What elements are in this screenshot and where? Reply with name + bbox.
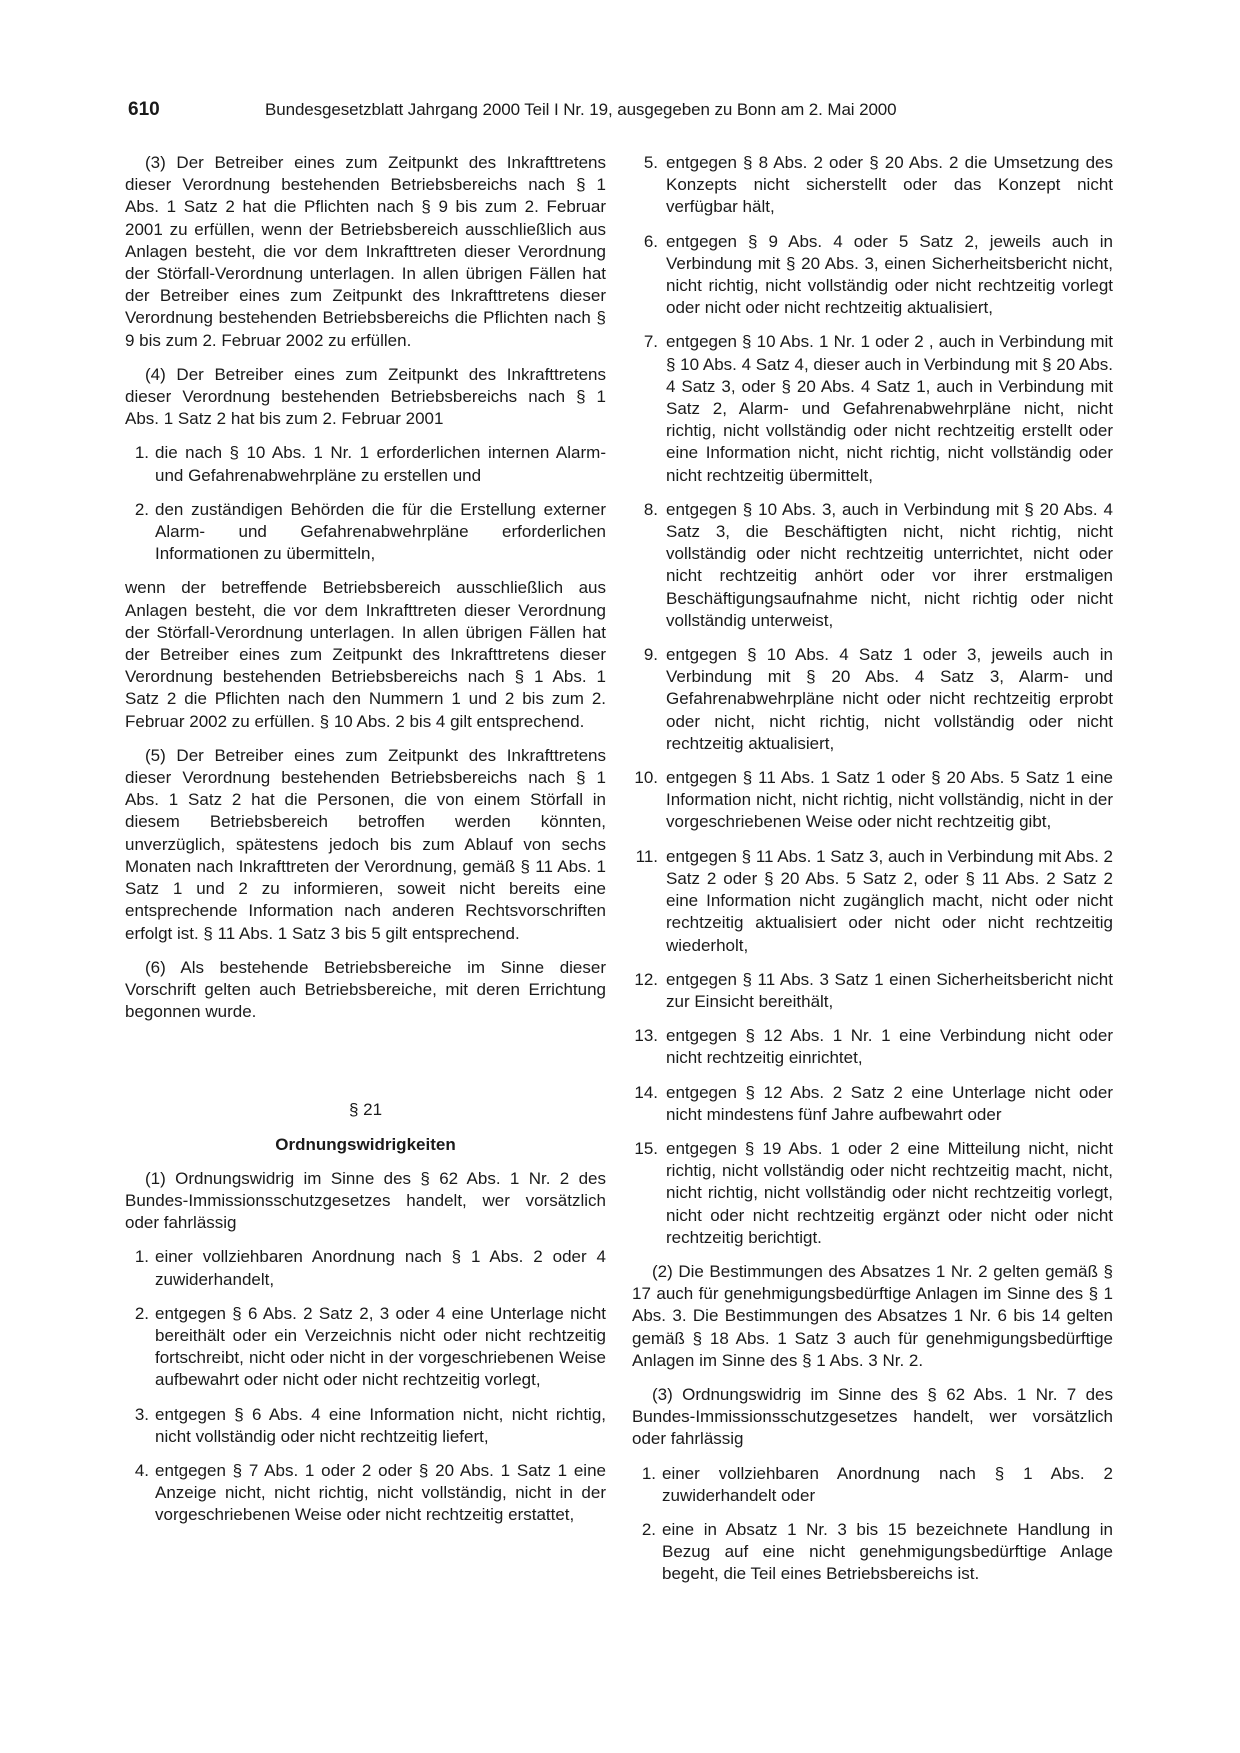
section-title: Ordnungswidrigkeiten [275,1134,456,1154]
list-item [632,969,1113,1013]
list-item-number: 14. [634,1082,658,1102]
list-item-text: entgegen § 10 Abs. 1 Nr. 1 oder 2 , auch in Verbindung mit § 10 Abs. 4 Satz 4, dieser auch in Verbindung mit § 20 Abs. 4 Satz 3, oder § 20 Abs. 4 Satz 1, auch in Verbindung mit Satz 2, Alarm- und Gefahrenabwehrpläne nicht, nicht richtig, nicht vollständig oder nicht rechtzeitig erstellt oder eine Information nicht, nicht richtig, nicht vollständig oder nicht rechtzeitig übermittelt, [666,332,1114,485]
list-item-number: 1. [134,443,149,463]
list-item-number: 10. [634,768,658,788]
list-item [632,331,1113,486]
list-item-number: 11. [635,846,658,866]
list-item-number: 9. [643,645,658,665]
list-item-text: einer vollziehbaren Anordnung nach § 1 Abs. 2 zuwiderhandelt oder [662,1463,1113,1505]
page-header [128,99,1112,125]
list-item-number: 15. [634,1138,658,1158]
list-item [632,231,1113,320]
section-21-paragraph-1: (1) Ordnungswidrig im Sinne des § 62 Abs. 1 Nr. 2 des Bundes-Immissionsschutzgesetzes handelt, wer vorsätzlich oder fahrlässig [125,1168,606,1233]
list-item-text: entgegen § 8 Abs. 2 oder § 20 Abs. 2 die Umsetzung des Konzepts nicht sicherstellt oder das Konzept nicht verfügbar hält, [666,153,1113,217]
list-item-text: entgegen § 12 Abs. 1 Nr. 1 eine Verbindung nicht oder nicht rechtzeitig einrichtet, [666,1026,1113,1068]
section-21-paragraph-3: (3) Ordnungswidrig im Sinne des § 62 Abs. 1 Nr. 7 des Bundes-Immissionsschutzgesetzes handelt, wer vorsätzlich oder fahrlässig [632,1384,1113,1449]
list-item-text: den zuständigen Behörden die für die Erstellung externer Alarm- und Gefahrenabwehrpläne erforderlichen Informationen zu übermitteln, [155,499,606,564]
list-item-text: entgegen § 10 Abs. 4 Satz 1 oder 3, jeweils auch in Verbindung mit § 20 Abs. 4 Satz 3, Alarm- und Gefahrenabwehrpläne nicht oder nicht rechtzeitig erprobt oder nicht, nicht richtig, nicht vollständig oder nicht rechtzeitig aktualisiert, [666,645,1113,753]
list-item [125,1303,606,1392]
list-item [632,1463,1113,1507]
list-item [632,1025,1113,1069]
list-item-text: entgegen § 12 Abs. 2 Satz 2 eine Unterlage nicht oder nicht mindestens fünf Jahre aufbewahrt oder [666,1082,1113,1124]
list-item [632,499,1113,632]
paragraph-4-list [125,442,606,565]
list-item [632,1082,1113,1126]
running-title: Bundesgesetzblatt Jahrgang 2000 Teil I Nr. 19, ausgegeben zu Bonn am 2. Mai 2000 [265,100,897,119]
list-item [632,1138,1113,1249]
list-item-number: 3. [134,1404,149,1424]
list-item-number: 12. [634,969,658,989]
list-item-text: entgegen § 9 Abs. 4 oder 5 Satz 2, jeweils auch in Verbindung mit § 20 Abs. 3, einen Sicherheitsbericht nicht, nicht richtig, nicht vollständig oder nicht rechtzeitig vorlegt oder nicht oder nicht rechtzeitig aktualisiert, [666,231,1113,318]
list-item-text: entgegen § 7 Abs. 1 oder 2 oder § 20 Abs. 1 Satz 1 eine Anzeige nicht, nicht richtig, nicht vollständig, nicht in der vorgeschriebenen Weise oder nicht rechtzeitig erstattet, [155,1460,606,1525]
list-item-number: 2. [134,1303,149,1323]
list-item-number: 13. [634,1026,658,1046]
list-item-text: entgegen § 11 Abs. 3 Satz 1 einen Sicherheitsbericht nicht zur Einsicht bereithält, [666,969,1113,1011]
list-item-number: 6. [643,231,658,251]
paragraph-4: (4) Der Betreiber eines zum Zeitpunkt des Inkrafttretens dieser Verordnung bestehenden Betriebsbereichs nach § 1 Abs. 1 Satz 2 hat bis zum 2. Februar 2001 [125,364,606,429]
list-item [125,499,606,566]
list-item-number: 1. [641,1463,656,1483]
page-number: 610 [128,99,160,120]
section-21-paragraph-2: (2) Die Bestimmungen des Absatzes 1 Nr. 2 gelten gemäß § 17 auch für genehmigungsbedürftige Anlagen im Sinne des § 1 Abs. 3. Die Bestimmungen des Absatzes 1 Nr. 6 bis 14 gelten gemäß § 18 Abs. 1 Satz 3 auch für genehmigungsbedürftige Anlagen im Sinne des § 1 Abs. 3 Nr. 2. [632,1261,1113,1370]
list-item-text: entgegen § 6 Abs. 4 eine Information nicht, nicht richtig, nicht vollständig oder nicht rechtzeitig liefert, [155,1404,606,1446]
list-item-text: entgegen § 10 Abs. 3, auch in Verbindung mit § 20 Abs. 4 Satz 3, die Beschäftigten nicht, nicht richtig, nicht vollständig oder nicht rechtzeitig unterrichtet, nicht oder nicht rechtzeitig anhört oder vor ihrer erstmaligen Beschäftigungsaufnahme nicht, nicht richtig oder nicht vollständig unterweist, [666,499,1113,630]
list-item-text: entgegen § 11 Abs. 1 Satz 1 oder § 20 Abs. 5 Satz 1 eine Information nicht, nicht richtig, nicht vollständig, nicht in der vorgeschriebenen Weise oder nicht rechtzeitig gibt, [666,768,1113,832]
list-item-text: entgegen § 19 Abs. 1 oder 2 eine Mitteilung nicht, nicht richtig, nicht vollständig oder nicht rechtzeitig macht, nicht, nicht richtig, nicht vollständig oder nicht rechtzeitig vorlegt, nicht oder nicht rechtzeitig ergänzt oder nicht oder nicht rechtzeitig berichtigt. [666,1138,1113,1247]
section-number: § 21 [348,1100,383,1120]
right-column [632,152,1113,1598]
section-21-list [125,1246,606,1526]
list-item [632,767,1113,834]
list-item-text: entgegen § 6 Abs. 2 Satz 2, 3 oder 4 eine Unterlage nicht bereithält oder ein Verzeichnis nicht oder nicht rechtzeitig fortschreibt, nicht oder nicht in der vorgeschriebenen Weise aufbewahrt oder nicht oder nicht rechtzeitig vorlegt, [155,1303,606,1390]
paragraph-4-tail: wenn der betreffende Betriebsbereich ausschließlich aus Anlagen besteht, die vor dem Inkrafttreten dieser Verordnung der Störfall-Verordnung unterlagen. In allen übrigen Fällen hat der Betreiber eines zum Zeitpunkt des Inkrafttretens dieser Verordnung bestehenden Betriebsbereichs nach § 1 Abs. 1 Satz 2 die Pflichten nach den Nummern 1 und 2 bis zum 2. Februar 2002 zu erfüllen. § 10 Abs. 2 bis 4 gilt entsprechend. [125,578,606,731]
list-item-number: 5. [643,153,658,172]
list-item [125,442,606,486]
list-item-text: einer vollziehbaren Anordnung nach § 1 Abs. 2 oder 4 zuwiderhandelt, [155,1247,606,1289]
paragraph-5: (5) Der Betreiber eines zum Zeitpunkt des Inkrafttretens dieser Verordnung bestehenden Betriebsbereichs nach § 1 Abs. 1 Satz 2 hat die Personen, die von einem Störfall in diesem Betriebsbereich betroffen werden könnten, unverzüglich, spätestens jedoch bis zum Ablauf von sechs Monaten nach Inkrafttreten der Verordnung, gemäß § 11 Abs. 1 Satz 1 und 2 zu informieren, soweit nicht bereits eine entsprechende Information nach anderen Rechtsvorschriften erfolgt ist. § 11 Abs. 1 Satz 3 bis 5 gilt entsprechend. [125,745,606,943]
list-item-number: 2. [134,499,149,519]
list-item-number: 1. [134,1247,149,1267]
list-item-text: die nach § 10 Abs. 1 Nr. 1 erforderlichen internen Alarm- und Gefahrenabwehrpläne zu erstellen und [155,443,606,485]
section-21-paragraph-3-list [632,1463,1113,1586]
list-item [632,152,1113,219]
list-item [125,1404,606,1448]
paragraph-6: (6) Als bestehende Betriebsbereiche im Sinne dieser Vorschrift gelten auch Betriebsbereiche, mit deren Errichtung begonnen wurde. [125,957,606,1022]
section-21-list-continued [632,152,1113,1249]
list-item-number: 2. [641,1519,656,1539]
list-item [632,644,1113,755]
list-item [632,846,1113,957]
list-item-number: 8. [643,499,658,519]
list-item-number: 4. [134,1460,149,1480]
list-item-number: 7. [643,332,658,352]
left-column [125,152,606,1539]
list-item-text: eine in Absatz 1 Nr. 3 bis 15 bezeichnete Handlung in Bezug auf eine nicht genehmigungsbedürftige Anlage begeht, die Teil eines Betriebsbereichs ist. [662,1519,1113,1584]
list-item-text: entgegen § 11 Abs. 1 Satz 3, auch in Verbindung mit Abs. 2 Satz 2 oder § 20 Abs. 5 Satz 2, oder § 11 Abs. 2 Satz 2 eine Information nicht zugänglich macht, nicht oder nicht rechtzeitig aktualisiert oder nicht oder nicht rechtzeitig wiederholt, [666,846,1113,955]
paragraph-3: (3) Der Betreiber eines zum Zeitpunkt des Inkrafttretens dieser Verordnung bestehenden Betriebsbereichs nach § 1 Abs. 1 Satz 2 hat die Pflichten nach § 9 bis zum 2. Februar 2001 zu erfüllen, wenn der Betriebsbereich ausschließlich aus Anlagen besteht, die vor dem Inkrafttreten dieser Verordnung der Störfall-Verordnung unterlagen. In allen übrigen Fällen hat der Betreiber eines zum Zeitpunkt des Inkrafttretens dieser Verordnung bestehenden Betriebsbereichs die Pflichten nach § 9 bis zum 2. Februar 2002 zu erfüllen. [125,153,606,350]
list-item [125,1460,606,1527]
list-item [125,1246,606,1290]
list-item [632,1519,1113,1586]
